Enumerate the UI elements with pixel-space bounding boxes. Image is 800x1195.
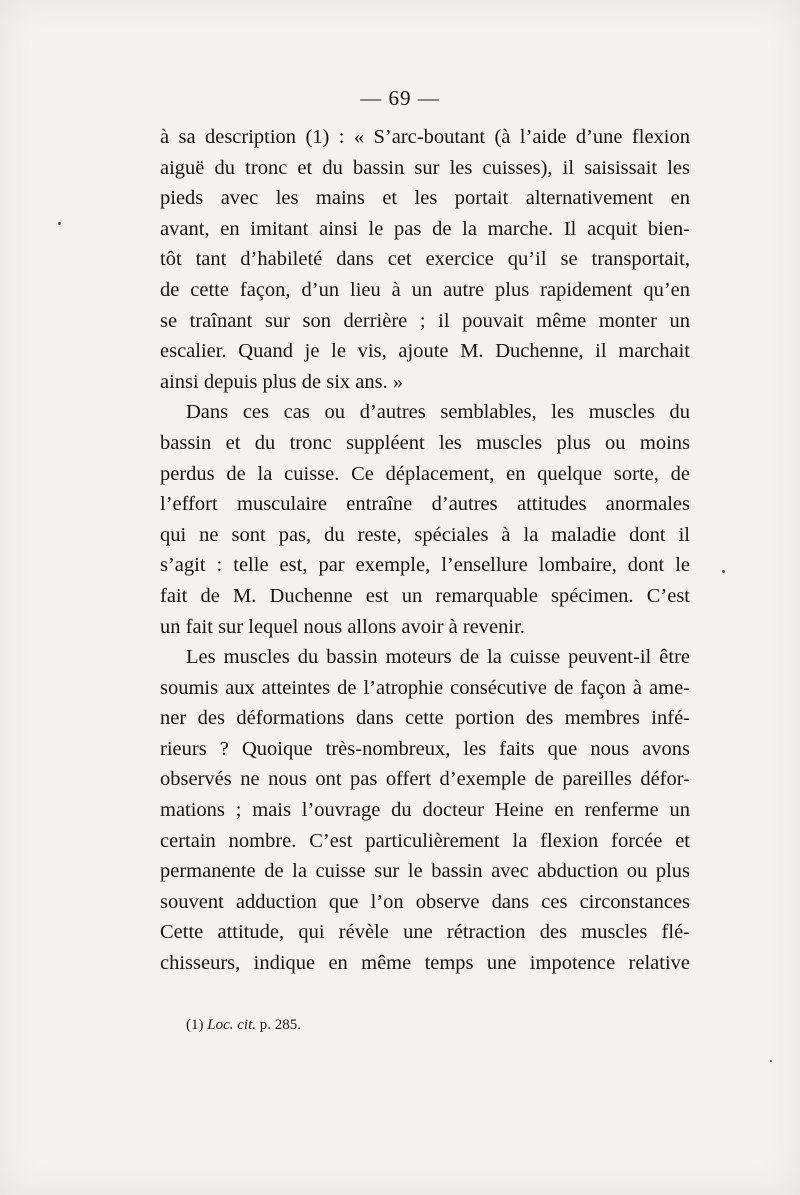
text-line xyxy=(160,306,690,337)
text-line xyxy=(160,581,690,612)
text-line-content: observés ne nous ont pas offert d’exemple de pareilles défor- xyxy=(160,768,690,791)
text-line-content: un fait sur lequel nous allons avoir à revenir. xyxy=(160,615,525,638)
text-line-content: de cette façon, d’un lieu à un autre plus rapidement qu’en xyxy=(160,278,690,301)
text-line-content: ner des déformations dans cette portion des membres infé- xyxy=(160,707,690,730)
text-line xyxy=(160,122,690,153)
text-line xyxy=(160,459,690,490)
text-line-content: certain nombre. C’est particulièrement la flexion forcée et xyxy=(160,829,690,852)
text-line xyxy=(160,489,690,520)
text-line xyxy=(160,336,690,367)
text-line xyxy=(160,520,690,551)
text-line xyxy=(160,153,690,184)
text-line xyxy=(160,397,690,428)
text-line-content: se traînant sur son derrière ; il pouvait même monter un xyxy=(160,309,690,332)
text-line-content: avant, en imitant ainsi le pas de la marche. Il acquit bien- xyxy=(160,217,690,240)
body-text xyxy=(160,122,690,979)
text-line-content: chisseurs, indique en même temps une impotence relative xyxy=(160,952,690,975)
footnote xyxy=(186,1017,301,1034)
text-line-content: rieurs ? Quoique très-nombreux, les faits que nous avons xyxy=(160,737,690,760)
text-line xyxy=(160,764,690,795)
text-line-content: permanente de la cuisse sur le bassin avec abduction ou plus xyxy=(160,860,690,883)
text-line xyxy=(160,948,690,979)
text-line-content: ainsi depuis plus de six ans. » xyxy=(160,370,404,393)
text-line xyxy=(160,214,690,245)
text-line-content: à sa description (1) : « S’arc-boutant (à l’aide d’une flexion xyxy=(160,126,690,148)
text-line xyxy=(160,856,690,887)
text-line-content: soumis aux atteintes de l’atrophie consécutive de façon à ame- xyxy=(160,676,690,699)
footnote-page: p. 285. xyxy=(259,1017,301,1033)
text-line xyxy=(160,703,690,734)
text-line-content: Cette attitude, qui révèle une rétraction des muscles flé- xyxy=(160,921,690,944)
text-line-content: pieds avec les mains et les portait alternativement en xyxy=(160,187,690,210)
footnote-source: Loc. cit. xyxy=(207,1017,256,1033)
text-line-content: perdus de la cuisse. Ce déplacement, en quelque sorte, de xyxy=(160,462,690,485)
text-line-content: Dans ces cas ou d’autres semblables, les muscles du xyxy=(186,401,690,424)
text-line-content: escalier. Quand je le vis, ajoute M. Duchenne, il marchait xyxy=(160,340,690,363)
text-line xyxy=(160,275,690,306)
footnote-marker: (1) xyxy=(186,1017,204,1033)
text-line-content: souvent adduction que l’on observe dans ces circonstances xyxy=(160,890,690,913)
text-line-content: fait de M. Duchenne est un remarquable spécimen. C’est xyxy=(160,584,690,607)
paper-speck xyxy=(770,1060,772,1062)
paper-speck xyxy=(722,570,725,573)
text-line xyxy=(160,244,690,275)
text-line-content: s’agit : telle est, par exemple, l’ensellure lombaire, dont le xyxy=(160,554,690,577)
text-line xyxy=(160,367,690,398)
text-line-content: bassin et du tronc suppléent les muscles plus ou moins xyxy=(160,431,690,454)
paper-speck xyxy=(58,222,61,225)
text-line xyxy=(160,826,690,857)
text-line-content: aiguë du tronc et du bassin sur les cuisses), il saisissait les xyxy=(160,156,690,179)
text-line xyxy=(160,642,690,673)
text-line xyxy=(160,887,690,918)
text-line xyxy=(160,550,690,581)
text-line xyxy=(160,734,690,765)
text-line-content: Les muscles du bassin moteurs de la cuisse peuvent-il être xyxy=(186,646,690,669)
text-line-content: l’effort musculaire entraîne d’autres attitudes anormales xyxy=(160,493,690,516)
text-line-content: tôt tant d’habileté dans cet exercice qu’il se transportait, xyxy=(160,248,690,271)
text-line-content: mations ; mais l’ouvrage du docteur Heine en renferme un xyxy=(160,799,690,822)
text-line xyxy=(160,612,690,643)
page-number: — 69 — xyxy=(360,86,440,110)
text-line xyxy=(160,428,690,459)
text-line xyxy=(160,795,690,826)
text-line xyxy=(160,183,690,214)
text-line-content: qui ne sont pas, du reste, spéciales à la maladie dont il xyxy=(160,523,690,546)
text-line xyxy=(160,673,690,704)
text-line xyxy=(160,917,690,948)
